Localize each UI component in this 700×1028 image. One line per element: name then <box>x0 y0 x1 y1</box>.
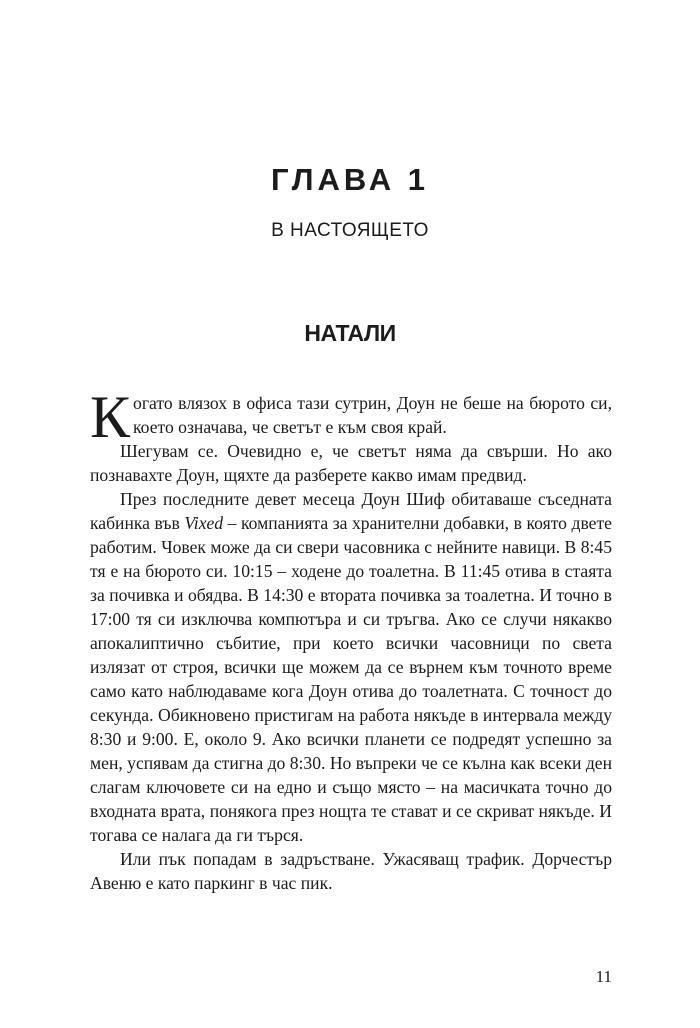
page-number: 11 <box>595 967 612 986</box>
section-heading: НАТАЛИ <box>304 320 396 346</box>
chapter-title: ГЛАВА 1 <box>270 162 430 197</box>
paragraph-2: Шегувам се. Очевидно е, че светът няма да свърши. Но ако познавахте Доун, щяхте да разберете какво имам предвид. <box>90 441 612 485</box>
company-name: Vixed <box>184 513 224 533</box>
body-text <box>90 384 613 895</box>
paragraph-1 <box>90 384 612 450</box>
paragraph-3 <box>90 487 612 847</box>
paragraph-3-text-end: – компанията за хранителни добавки, в която двете работим. Човек може да си свери часовника с нейните навици. В 8:45 тя е на бюрото си. 10:15 – ходене до тоалетна. В 11:45 отива в стаята за почивка и обядва. В 14:30 е втората почивка за тоалетна. И точно в 17:00 тя си изключва компютъра и си тръгва. Ако се случи някакво апокалиптично събитие, при което всички часовници по света излязат от строя, всички ще можем да се върнем към точното време само като наблюдаваме кога Доун отива до тоалетната. С точност до секунда. Обикновено пристигам на работа някъде в интервала между 8:30 и 9:00. Е, около 9. Ако всички планети се подредят успешно за мен, успявам да стигна до 8:30. Но въпреки че се кълна как всеки ден слагам ключовете си на едно и също място – на масичката точно до входната врата, понякога през нощта те стават и се скриват някъде. И тогава се налага да ги търся. <box>90 513 613 845</box>
paragraph-4: Или пък попадам в задръстване. Ужасяващ трафик. Дорчестър Авеню е като паркинг в час пик. <box>90 849 612 893</box>
paragraph-1-text: огато влязох в офиса тази сутрин, Доун не беше на бюрото си, което означава, че светът е към своя край. <box>133 393 612 437</box>
paragraph-3-text-start: През последните девет месеца Доун Шиф обитаваше съседната кабинка във <box>90 489 612 533</box>
chapter-subtitle: В НАСТОЯЩЕТО <box>271 220 429 241</box>
drop-cap: К <box>90 384 131 450</box>
